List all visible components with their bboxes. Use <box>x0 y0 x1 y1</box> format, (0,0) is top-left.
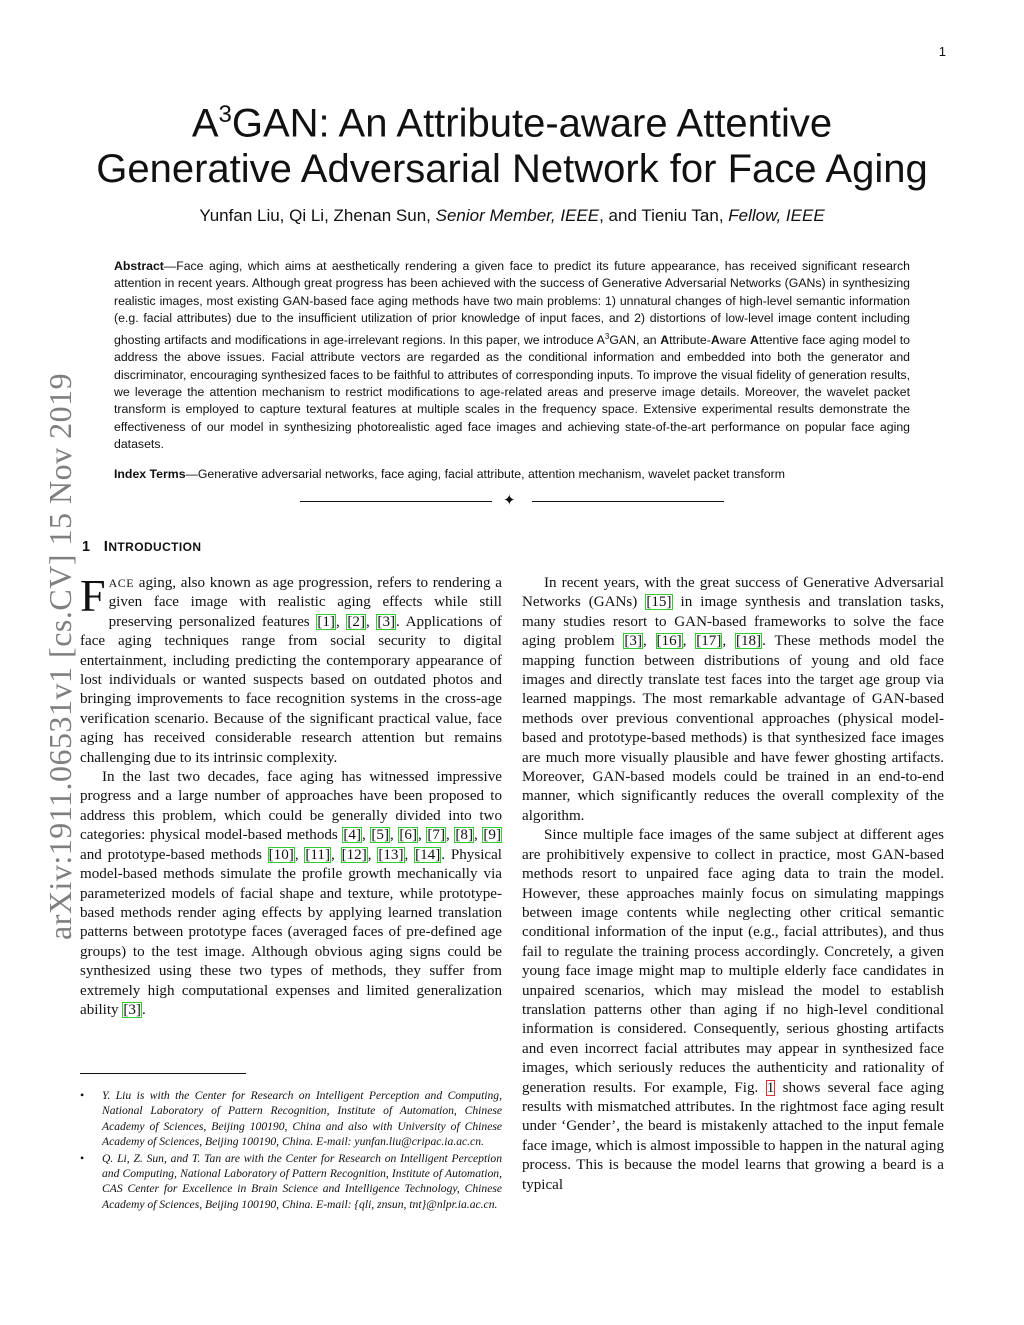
footnote <box>80 1151 502 1213</box>
abstract-label: Abstract <box>114 259 164 273</box>
title-line-2: Generative Adversarial Network for Face Aging <box>96 147 928 192</box>
citation-link[interactable]: [9] <box>483 827 502 844</box>
footnote-rule <box>80 1073 246 1074</box>
abstract-bold-a1: A <box>660 332 670 347</box>
citation-link[interactable]: [1] <box>317 613 335 630</box>
separator: , <box>642 633 656 650</box>
separator: , <box>362 827 371 844</box>
section-number: 1 <box>82 539 91 555</box>
separator: , <box>294 846 305 863</box>
paragraph-text: Since multiple face images of the same subject at different ages are prohibitively expensive to collect in practice, most GAN-based methods resort to unpaired face aging data to train the model. However, these approaches mainly focus on simulating mappings between image contents while neglecting other critical semantic conditional information of the input (e.g., facial attributes), and thus fail to regulate the training process accordingly. Concretely, a given young face image might map to multiple elderly face candidates in unpaired scenarios, which may mislead the model to establish translation patterns other than aging if no high-level conditional information is considered. Consequently, serious ghosting artifacts and even incorrect facial attributes may appear in synthesized face images, which seriously reduces the authenticity and rationality of generation results. For example, Fig. <box>522 827 944 1096</box>
bullet-icon: • <box>80 1088 85 1102</box>
footnote <box>80 1088 502 1150</box>
arxiv-identifier-stamp: arXiv:1911.06531v1 [cs.CV] 15 Nov 2019 <box>42 372 78 940</box>
citation-link[interactable]: [10] <box>268 846 294 863</box>
paper-title <box>60 92 964 192</box>
separator: , <box>474 827 483 844</box>
separator: , <box>390 827 399 844</box>
abstract-text-2: GAN, an <box>609 332 661 347</box>
section-initial: I <box>103 538 109 555</box>
paragraph-text: . <box>141 1001 146 1018</box>
footnote-text: Q. Li, Z. Sun, and T. Tan are with the Center for Research on Intelligent Perception and Computing, National Laboratory of Pattern Recognition, Institute of Automation, CAS Center for Excellence in Brain Science and Intelligence Technology, Chinese Academy of Sciences, Beijing 100190, China. E-mail: {qli, znsun, tnt}@nlpr.ia.ac.cn. <box>102 1151 502 1211</box>
section-divider <box>300 493 724 511</box>
citation-link[interactable]: [7] <box>427 827 446 844</box>
small-caps-text: ACE <box>108 576 135 590</box>
divider-diamond-icon: ✦ <box>503 493 516 509</box>
separator: , <box>682 633 696 650</box>
index-terms <box>114 466 910 483</box>
citation-link[interactable]: [12] <box>341 846 367 863</box>
title-line-1: GAN: An Attribute-aware Attentive <box>231 101 833 146</box>
separator: , <box>367 846 378 863</box>
authors-part-2: , and Tieniu Tan, <box>599 206 724 225</box>
citation-link[interactable]: [4] <box>343 827 362 844</box>
citation-link[interactable]: [15] <box>646 594 672 611</box>
paragraph <box>80 768 502 1020</box>
left-column <box>80 570 502 1020</box>
index-terms-text: —Generative adversarial networks, face aging, facial attribute, attention mechanism, wavelet packet transform <box>185 467 785 481</box>
author-role-1: Senior Member, IEEE <box>435 206 600 225</box>
citation-link[interactable]: [6] <box>399 827 418 844</box>
footnote-text: Y. Liu is with the Center for Research on Intelligent Perception and Computing, National Laboratory of Pattern Recognition, Institute of Automation, Chinese Academy of Sciences, Beijing 100190, China and also with University of Chinese Academy of Sciences, Beijing 100190, China. E-mail: yunfan.liu@cripac.ia.ac.cn. <box>102 1089 502 1149</box>
citation-link[interactable]: [5] <box>371 827 390 844</box>
right-column <box>522 574 944 1195</box>
title-superscript: 3 <box>218 101 232 128</box>
citation-link[interactable]: [2] <box>347 613 365 630</box>
citation-link[interactable]: [11] <box>305 846 330 863</box>
footnotes <box>80 1088 502 1213</box>
citation-link[interactable]: [3] <box>624 633 642 650</box>
divider-rule-right <box>532 501 724 502</box>
page-number: 1 <box>938 44 946 59</box>
bullet-icon: • <box>80 1150 85 1165</box>
separator: , <box>404 846 415 863</box>
index-terms-label: Index Terms <box>114 467 186 481</box>
separator: , <box>418 827 427 844</box>
separator: , <box>446 827 455 844</box>
paragraph-text: aging, also known as age progression, refers to rendering a given face image with realistic aging effects while still preserving personalized features <box>108 575 502 630</box>
paragraph-text: In recent years, with the great success of Generative Adversarial Networks (GANs) <box>522 575 944 611</box>
citation-link[interactable]: [17] <box>696 633 722 650</box>
paragraph-text: . Physical model-based methods simulate the profile growth mechanically via parameterized models of facial shape and texture, while prototype-based methods render aging effects by applying learned translation patterns between prototype faces (averaged faces of pre-defined age groups) to the test image. Although obvious aging signs could be synthesized using these two types of methods, they suffer from extremely high computational expenses and limited generalization ability <box>80 846 502 1018</box>
abstract-text-3: ttentive face aging model to address the above issues. Facial attribute vectors are regarded as the conditional information and embedded into both the generator and discriminator, encouraging synthesized faces to be faithful to attributes of corresponding inputs. To improve the visual fidelity of generation results, we leverage the attention mechanism to restrict modifications to age-related areas and preserve image details. Moreover, the wavelet packet transform is employed to capture textural features at multiple scales in the frequency space. Extensive experimental results demonstrate the effectiveness of our model in synthesizing photorealistic aged face images and achieving state-of-the-art performance on popular face aging datasets. <box>114 332 910 452</box>
paragraph-text: . These methods model the mapping function between distributions of young and old face images and directly translate test faces into the target age group via learned mappings. The most remarkable advantage of GAN-based methods over previous conventional approaches (physical model-based and prototype-based methods) is that synthesized face images are much more visually plausible and have fewer ghosting artifacts. Moreover, GAN-based models could be trained in an end-to-end manner, which significantly reduces the overall complexity of the algorithm. <box>522 633 945 824</box>
citation-link[interactable]: [3] <box>123 1001 141 1018</box>
paragraph <box>80 570 502 768</box>
abstract-bold-a2: A <box>710 332 720 347</box>
citation-link[interactable]: [3] <box>377 613 396 630</box>
authors-part-1: Yunfan Liu, Qi Li, Zhenan Sun, <box>199 206 431 225</box>
author-list <box>60 206 964 226</box>
figure-reference-link[interactable]: 1 <box>766 1079 775 1096</box>
separator: , <box>365 613 377 630</box>
citation-link[interactable]: [18] <box>735 633 762 650</box>
citation-link[interactable]: [13] <box>378 846 404 863</box>
section-title-rest: NTRODUCTION <box>108 540 202 554</box>
abstract <box>114 258 910 454</box>
author-role-2: Fellow, IEEE <box>728 206 825 225</box>
abstract-bold-a3: A <box>749 332 759 347</box>
paragraph-text: shows several face aging results with mismatched attributes. In the rightmost face aging result under ‘Gender’, the beard is mistakenly attached to the input female face image, which is almost impossible to happen in the natural aging process. This is because the model learns that growing a beard is a typical <box>522 1079 944 1193</box>
paragraph-text: and prototype-based methods <box>80 846 268 863</box>
abstract-text-ttribute: ttribute- <box>669 332 711 347</box>
separator: , <box>722 633 735 650</box>
paragraph <box>522 574 944 826</box>
paragraph <box>522 826 944 1195</box>
title-prefix: A <box>191 101 219 146</box>
citation-link[interactable]: [14] <box>415 846 441 863</box>
abstract-text-1: —Face aging, which aims at aesthetically rendering a given face to predict its future appearance, has received significant research attention in recent years. Although great progress has been achieved with the success of Generative Adversarial Networks (GANs) in synthesizing realistic images, most existing GAN-based face aging methods have two main problems: 1) unnatural changes of high-level semantic information (e.g. facial attributes) due to the insufficient utilization of prior knowledge of input faces, and 2) distortions of low-level image content including ghosting artifacts and modifications in age-irrelevant regions. In this paper, we introduce A <box>114 259 910 347</box>
divider-rule-left <box>300 501 492 502</box>
separator: , <box>335 613 347 630</box>
paragraph-text: . Applications of face aging techniques range from social security to digital entertainment, including predicting the contemporary appearance of lost individuals or wanted suspects based on outdated photos and bringing improvements to face recognition systems in the cross-age verification scenario. Because of the significant practical value, face aging has received considerable research attention but remains challenging due to its intrinsic complexity. <box>80 613 502 766</box>
section-heading <box>82 538 201 555</box>
separator: , <box>331 846 341 863</box>
paragraph-text: in image synthesis and translation tasks, many studies resort to GAN-based frameworks to solve the face aging problem <box>522 594 944 650</box>
drop-cap: F <box>80 570 106 621</box>
abstract-text-ware: ware <box>719 332 750 347</box>
citation-link[interactable]: [8] <box>455 827 474 844</box>
abstract-superscript: 3 <box>604 331 610 341</box>
paragraph-text: In the last two decades, face aging has witnessed impressive progress and a large number of approaches have been proposed to address this problem, which could be generally divided into two categories: physical model-based methods <box>80 769 502 844</box>
citation-link[interactable]: [16] <box>656 633 682 650</box>
